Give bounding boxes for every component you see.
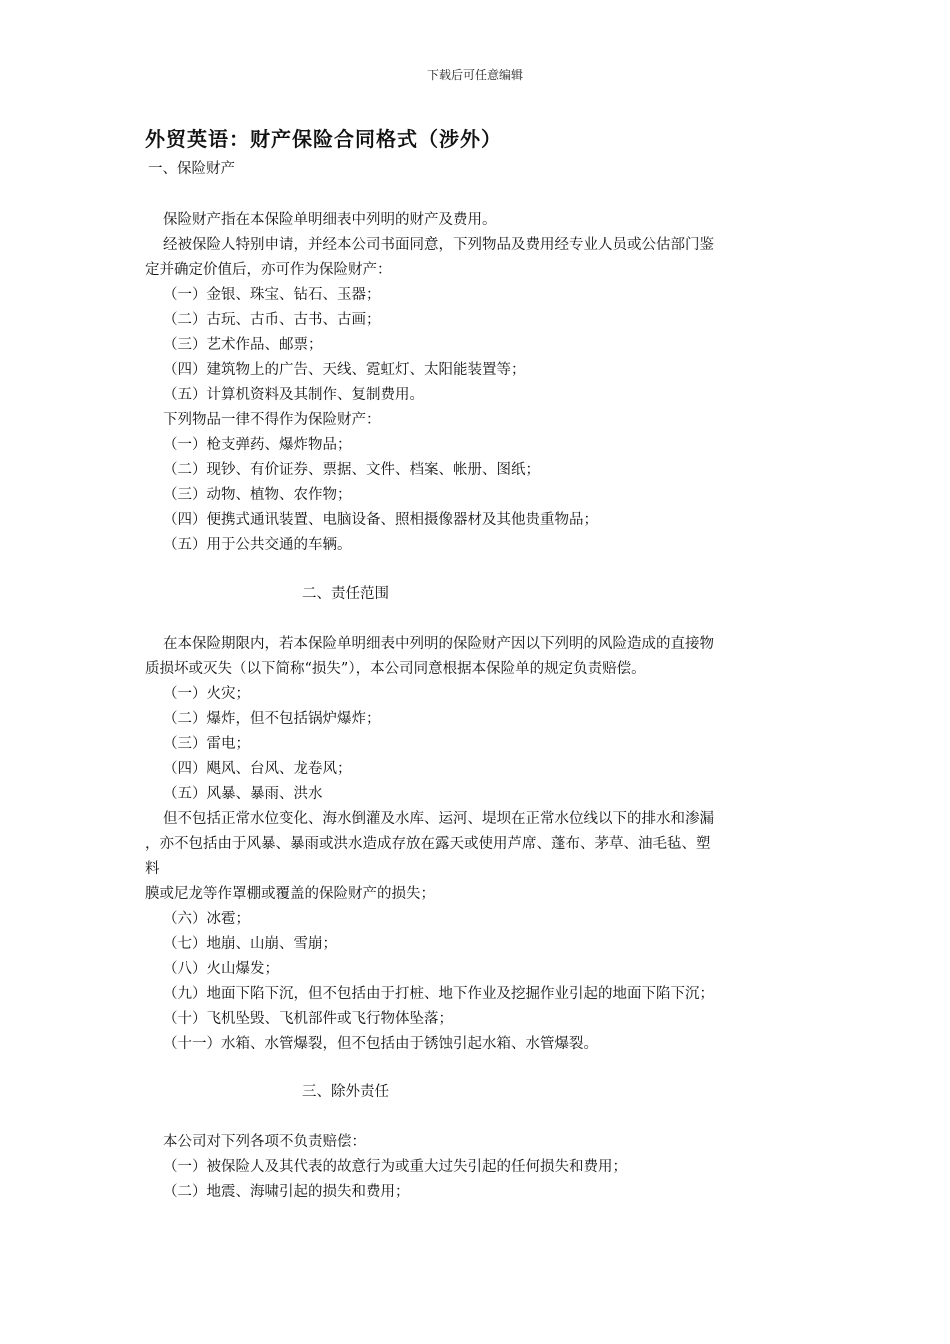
list-item: （十）飞机坠毁、飞机部件或飞行物体坠落； xyxy=(163,1011,453,1027)
list-item: （十一）水箱、水管爆裂，但不包括由于锈蚀引起水箱、水管爆裂。 xyxy=(163,1036,598,1052)
list-item: （一）被保险人及其代表的故意行为或重大过失引起的任何损失和费用； xyxy=(163,1159,627,1175)
list-item: （四）飓风、台风、龙卷风； xyxy=(163,761,352,777)
section-heading-2: 二、责任范围 xyxy=(302,586,389,602)
paragraph-line: 经被保险人特别申请，并经本公司书面同意，下列物品及费用经专业人员或公估部门鉴 xyxy=(163,237,714,253)
list-item: （一）金银、珠宝、钻石、玉器； xyxy=(163,287,381,303)
list-item: （二）古玩、古币、古书、古画； xyxy=(163,312,381,328)
list-item: （七）地崩、山崩、雪崩； xyxy=(163,936,337,952)
list-item: （二）地震、海啸引起的损失和费用； xyxy=(163,1184,410,1200)
paragraph-line: 但不包括正常水位变化、海水倒灌及水库、运河、堤坝在正常水位线以下的排水和渗漏 xyxy=(163,811,714,827)
paragraph-line: 膜或尼龙等作罩棚或覆盖的保险财产的损失； xyxy=(145,886,435,902)
paragraph-line: 保险财产指在本保险单明细表中列明的财产及费用。 xyxy=(163,212,497,228)
list-item: （一）枪支弹药、爆炸物品； xyxy=(163,437,352,453)
paragraph-line: 质损坏或灭失（以下简称“损失”），本公司同意根据本保险单的规定负责赔偿。 xyxy=(145,661,646,677)
list-item: （四）建筑物上的广告、天线、霓虹灯、太阳能装置等； xyxy=(163,362,526,378)
list-item: （二）现钞、有价证券、票据、文件、档案、帐册、图纸； xyxy=(163,462,540,478)
list-item: （二）爆炸，但不包括锅炉爆炸； xyxy=(163,711,381,727)
list-item: （五）风暴、暴雨、洪水 xyxy=(163,786,323,802)
page-header-note: 下载后可任意编辑 xyxy=(426,68,523,82)
paragraph-line: 定并确定价值后，亦可作为保险财产： xyxy=(145,262,392,278)
list-item: （九）地面下陷下沉，但不包括由于打桩、地下作业及挖掘作业引起的地面下陷下沉； xyxy=(163,986,714,1002)
list-item: （八）火山爆发； xyxy=(163,961,279,977)
paragraph-line: ，亦不包括由于风暴、暴雨或洪水造成存放在露天或使用芦席、蓬布、茅草、油毛毡、塑 xyxy=(145,836,711,852)
section-heading-3: 三、除外责任 xyxy=(302,1084,389,1100)
list-item: （五）用于公共交通的车辆。 xyxy=(163,537,352,553)
paragraph-line: 在本保险期限内，若本保险单明细表中列明的保险财产因以下列明的风险造成的直接物 xyxy=(163,636,714,652)
paragraph-line: 本公司对下列各项不负责赔偿： xyxy=(163,1134,366,1150)
list-item: （三）动物、植物、农作物； xyxy=(163,487,352,503)
list-item: （六）冰雹； xyxy=(163,911,250,927)
list-item: （五）计算机资料及其制作、复制费用。 xyxy=(163,387,424,403)
list-item: （一）火灾； xyxy=(163,686,250,702)
list-item: （三）雷电； xyxy=(163,736,250,752)
section-heading-1: 一、保险财产 xyxy=(148,161,235,177)
list-item: （三）艺术作品、邮票； xyxy=(163,337,323,353)
paragraph-line: 下列物品一律不得作为保险财产： xyxy=(163,412,381,428)
paragraph-line: 料 xyxy=(145,861,160,877)
document-title: 外贸英语：财产保险合同格式（涉外） xyxy=(145,127,502,151)
list-item: （四）便携式通讯装置、电脑设备、照相摄像器材及其他贵重物品； xyxy=(163,512,598,528)
